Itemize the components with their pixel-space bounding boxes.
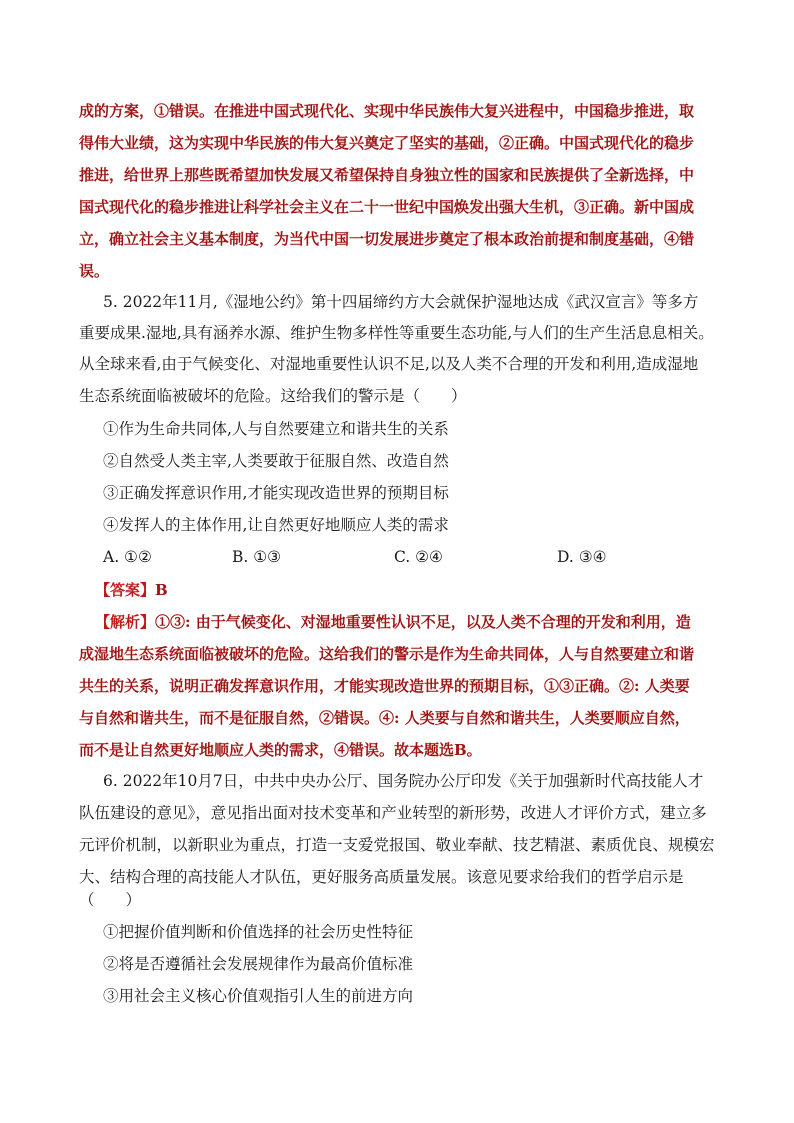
q5-item: ①作为生命共同体,人与自然要建立和谐共生的关系 bbox=[103, 420, 449, 438]
q5-analysis-line: 而不是让自然更好地顺应人类的需求，④错误。故本题选B。 bbox=[79, 741, 482, 759]
analysis-text: ①③: 由于气候变化、对湿地重要性认识不足，以及人类不合理的开发和利用，造 bbox=[155, 613, 691, 631]
prev-analysis-line: 误。 bbox=[79, 262, 110, 280]
answer-value: B bbox=[155, 581, 168, 599]
q5-analysis-line: 共生的关系，说明正确发挥意识作用，才能实现改造世界的预期目标，①③正确。②: 人类要 bbox=[79, 677, 690, 695]
prev-analysis-line: 立，确立社会主义基本制度，为当代中国一切发展进步奠定了根本政治前提和制度基础，④错 bbox=[79, 230, 695, 248]
prev-analysis-line: 得伟大业绩，这为实现中华民族的伟大复兴奠定了坚实的基础，②正确。中国式现代化的稳步 bbox=[79, 134, 695, 152]
prev-analysis-line: 推进，给世界上那些既希望加快发展又希望保持自身独立性的国家和民族提供了全新选择，中 bbox=[79, 166, 695, 184]
q5-stem-line: 生态系统面临被破坏的危险。这给我们的警示是（ ） bbox=[79, 387, 467, 405]
q5-stem-line: 5. 2022年11月,《湿地公约》第十四届缔约方大会就保护湿地达成《武汉宣言》等多方 bbox=[103, 293, 699, 311]
q5-analysis-line: 成湿地生态系统面临被破坏的危险。这给我们的警示是作为生命共同体，人与自然要建立和谐 bbox=[79, 645, 695, 663]
q6-stem-line: 大、结构合理的高技能人才队伍，更好服务高质量发展。该意见要求给我们的哲学启示是 bbox=[79, 868, 684, 886]
analysis-label: 【解析】 bbox=[95, 613, 156, 631]
answer-label: 【答案】 bbox=[95, 581, 156, 599]
q6-item: ①把握价值判断和价值选择的社会历史性特征 bbox=[103, 923, 414, 941]
q5-option-b: B. ①③ bbox=[232, 548, 282, 566]
q6-stem-line: （ ） bbox=[79, 891, 142, 909]
q6-item: ②将是否遵循社会发展规律作为最高价值标准 bbox=[103, 955, 414, 973]
prev-analysis-line: 成的方案，①错误。在推进中国式现代化、实现中华民族伟大复兴进程中，中国稳步推进，取 bbox=[79, 102, 695, 120]
q5-option-c: C. ②④ bbox=[394, 548, 443, 566]
q5-stem-line: 从全球来看,由于气候变化、对湿地重要性认识不足,以及人类不合理的开发和利用,造成湿地 bbox=[79, 355, 699, 373]
q5-option-d: D. ③④ bbox=[557, 548, 607, 566]
q5-item: ④发挥人的主体作用,让自然更好地顺应人类的需求 bbox=[103, 516, 449, 534]
q5-options bbox=[103, 547, 663, 567]
prev-analysis-line: 国式现代化的稳步推进让科学社会主义在二十一世纪中国焕发出强大生机，③正确。新中国成 bbox=[79, 198, 695, 216]
q5-analysis-line bbox=[95, 612, 691, 632]
q5-stem-line: 重要成果.湿地,具有涵养水源、维护生物多样性等重要生态功能,与人们的生产生活息息相关。 bbox=[79, 324, 714, 342]
q6-stem-line: 队伍建设的意见》，意见指出面对技术变革和产业转型的新形势，改进人才评价方式，建立多 bbox=[79, 804, 707, 822]
q5-option-a: A. ①② bbox=[103, 548, 152, 566]
q6-stem-line: 6. 2022年10月7日，中共中央办公厅、国务院办公厅印发《关于加强新时代高技能人才 bbox=[103, 772, 704, 790]
q5-item: ③正确发挥意识作用,才能实现改造世界的预期目标 bbox=[103, 484, 449, 502]
q5-item: ②自然受人类主宰,人类要敢于征服自然、改造自然 bbox=[103, 452, 449, 470]
q5-answer bbox=[95, 580, 168, 600]
q6-item: ③用社会主义核心价值观指引人生的前进方向 bbox=[103, 987, 414, 1005]
q5-analysis-line: 与自然和谐共生，而不是征服自然，②错误。④: 人类要与自然和谐共生，人类要顺应自然， bbox=[79, 709, 690, 727]
q6-stem-line: 元评价机制，以新职业为重点，打造一支爱党报国、敬业奉献、技艺精湛、素质优良、规模宏 bbox=[79, 836, 715, 854]
